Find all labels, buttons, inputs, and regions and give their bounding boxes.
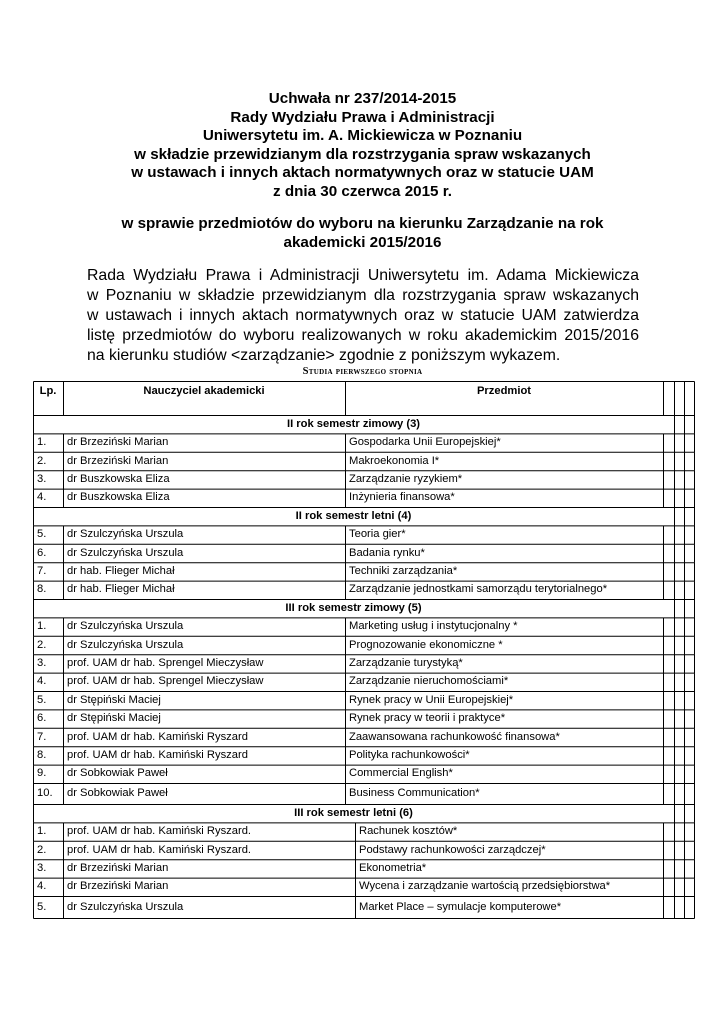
subject-line-1: w sprawie przedmiotów do wyboru na kierunku Zarządzanie na rok xyxy=(121,215,604,232)
row-lp-number: 2. xyxy=(37,638,47,651)
row-teacher-name: dr Brzeziński Marian xyxy=(67,880,169,893)
composition-line-1: w składzie przewidzianym dla rozstrzygania spraw wskazanych xyxy=(134,145,591,163)
row-lp-number: 5. xyxy=(37,528,47,541)
row-subject-name: Zarządzanie nieruchomościami* xyxy=(349,675,509,688)
row-teacher-name: dr Szulczyńska Urszula xyxy=(67,620,184,633)
row-teacher-name: prof. UAM dr hab. Kamiński Ryszard xyxy=(67,730,248,743)
row-teacher-name: prof. UAM dr hab. Kamiński Ryszard. xyxy=(67,843,252,856)
row-subject-name: Zarządzanie turystyką* xyxy=(349,656,463,669)
row-lp-number: 5. xyxy=(37,693,47,706)
intro-line: listę przedmiotów do wyboru realizowanych w roku akademickim 2015/2016 xyxy=(87,327,639,344)
row-teacher-name: dr Buszkowska Eliza xyxy=(67,491,170,504)
row-subject-name: Rynek pracy w Unii Europejskiej* xyxy=(349,693,514,706)
row-lp-number: 4. xyxy=(37,880,47,893)
row-teacher-name: prof. UAM dr hab. Sprengel Mieczysław xyxy=(67,656,264,669)
council-name: Rady Wydziału Prawa i Administracji xyxy=(230,108,495,126)
resolution-header xyxy=(0,90,725,202)
row-subject-name: Wycena i zarządzanie wartością przedsiębiorstwa* xyxy=(359,880,611,893)
table-caption: Studia pierwszego stopnia xyxy=(302,366,423,377)
row-subject-name: Polityka rachunkowości* xyxy=(349,748,470,761)
semester-section-title: III rok semestr zimowy (5) xyxy=(285,601,422,614)
row-lp-number: 4. xyxy=(37,675,47,688)
row-lp-number: 6. xyxy=(37,546,47,559)
row-subject-name: Market Place – symulacje komputerowe* xyxy=(359,900,562,913)
row-lp-number: 3. xyxy=(37,472,47,485)
row-subject-name: Podstawy rachunkowości zarządczej* xyxy=(359,843,546,856)
row-subject-name: Teoria gier* xyxy=(349,528,406,541)
row-subject-name: Prognozowanie ekonomiczne * xyxy=(349,638,503,651)
row-subject-name: Commercial English* xyxy=(349,767,453,780)
row-subject-name: Business Communication* xyxy=(349,787,480,799)
column-header-subject: Przedmiot xyxy=(476,384,532,397)
row-subject-name: Zarządzanie ryzykiem* xyxy=(349,472,463,485)
row-teacher-name: dr Stępiński Maciej xyxy=(67,712,161,725)
row-subject-name: Inżynieria finansowa* xyxy=(349,491,455,504)
row-subject-name: Rynek pracy w teorii i praktyce* xyxy=(349,712,506,725)
intro-line: w Poznaniu w składzie przewidzianym dla rozstrzygania spraw wskazanych xyxy=(87,287,639,304)
row-subject-name: Makroekonomia I* xyxy=(349,454,440,467)
row-teacher-name: dr Szulczyńska Urszula xyxy=(67,638,184,651)
row-subject-name: Rachunek kosztów* xyxy=(359,825,458,838)
resolution-subject xyxy=(0,215,725,252)
row-subject-name: Badania rynku* xyxy=(349,546,425,559)
row-lp-number: 3. xyxy=(37,656,47,669)
row-subject-name: Zaawansowana rachunkowość finansowa* xyxy=(349,730,560,743)
row-teacher-name: dr hab. Flieger Michał xyxy=(67,564,175,577)
university-name: Uniwersytetu im. A. Mickiewicza w Poznaniu xyxy=(202,127,523,145)
row-lp-number: 7. xyxy=(37,564,47,577)
row-teacher-name: dr hab. Flieger Michał xyxy=(67,583,175,596)
row-subject-name: Techniki zarządzania* xyxy=(349,564,458,577)
intro-line: w ustawach i innych aktach normatywnych oraz w statucie UAM zatwierdza xyxy=(87,307,639,324)
row-lp-number: 6. xyxy=(37,712,47,725)
row-lp-number: 4. xyxy=(37,491,47,504)
resolution-date: z dnia 30 czerwca 2015 r. xyxy=(273,182,452,200)
intro-line: Rada Wydziału Prawa i Administracji Uniwersytetu im. Adama Mickiewicza xyxy=(87,267,639,284)
row-teacher-name: prof. UAM dr hab. Kamiński Ryszard. xyxy=(67,825,252,838)
row-teacher-name: dr Sobkowiak Paweł xyxy=(67,767,168,780)
row-teacher-name: dr Stępiński Maciej xyxy=(67,693,161,706)
row-lp-number: 8. xyxy=(37,748,47,761)
semester-section-title: II rok semestr zimowy (3) xyxy=(286,417,421,430)
row-subject-name: Gospodarka Unii Europejskiej* xyxy=(349,436,501,449)
row-lp-number: 1. xyxy=(37,825,47,838)
row-teacher-name: dr Sobkowiak Paweł xyxy=(67,787,168,799)
row-teacher-name: dr Szulczyńska Urszula xyxy=(67,528,184,541)
row-lp-number: 9. xyxy=(37,767,47,780)
intro-paragraph xyxy=(87,266,639,366)
row-lp-number: 2. xyxy=(37,843,47,856)
row-teacher-name: prof. UAM dr hab. Sprengel Mieczysław xyxy=(67,675,264,688)
row-teacher-name: dr Brzeziński Marian xyxy=(67,436,169,449)
intro-line: na kierunku studiów <zarządzanie> zgodnie z poniższym wykazem. xyxy=(87,347,561,364)
row-lp-number: 10. xyxy=(37,787,53,799)
row-subject-name: Ekonometria* xyxy=(359,861,427,874)
row-lp-number: 1. xyxy=(37,620,47,633)
row-teacher-name: dr Buszkowska Eliza xyxy=(67,472,170,485)
column-header-teacher: Nauczyciel akademicki xyxy=(143,384,265,397)
composition-line-2: w ustawach i innych aktach normatywnych oraz w statucie UAM xyxy=(131,164,594,182)
row-subject-name: Zarządzanie jednostkami samorządu terytorialnego* xyxy=(349,583,608,596)
resolution-number: Uchwała nr 237/2014-2015 xyxy=(268,90,457,107)
row-teacher-name: dr Szulczyńska Urszula xyxy=(67,546,184,559)
row-teacher-name: prof. UAM dr hab. Kamiński Ryszard xyxy=(67,748,248,761)
row-teacher-name: dr Szulczyńska Urszula xyxy=(67,900,184,913)
subject-line-2: akademicki 2015/2016 xyxy=(283,233,442,251)
row-teacher-name: dr Brzeziński Marian xyxy=(67,861,169,874)
row-teacher-name: dr Brzeziński Marian xyxy=(67,454,169,467)
row-subject-name: Marketing usług i instytucjonalny * xyxy=(349,620,518,633)
semester-section-title: III rok semestr letni (6) xyxy=(294,806,413,819)
row-lp-number: 1. xyxy=(37,436,47,449)
row-lp-number: 3. xyxy=(37,861,47,874)
semester-section-title: II rok semestr letni (4) xyxy=(295,509,412,522)
row-lp-number: 2. xyxy=(37,454,47,467)
column-header-lp: Lp. xyxy=(39,384,57,397)
row-lp-number: 5. xyxy=(37,900,47,913)
subjects-table xyxy=(33,381,695,930)
row-lp-number: 8. xyxy=(37,583,47,596)
row-lp-number: 7. xyxy=(37,730,47,743)
